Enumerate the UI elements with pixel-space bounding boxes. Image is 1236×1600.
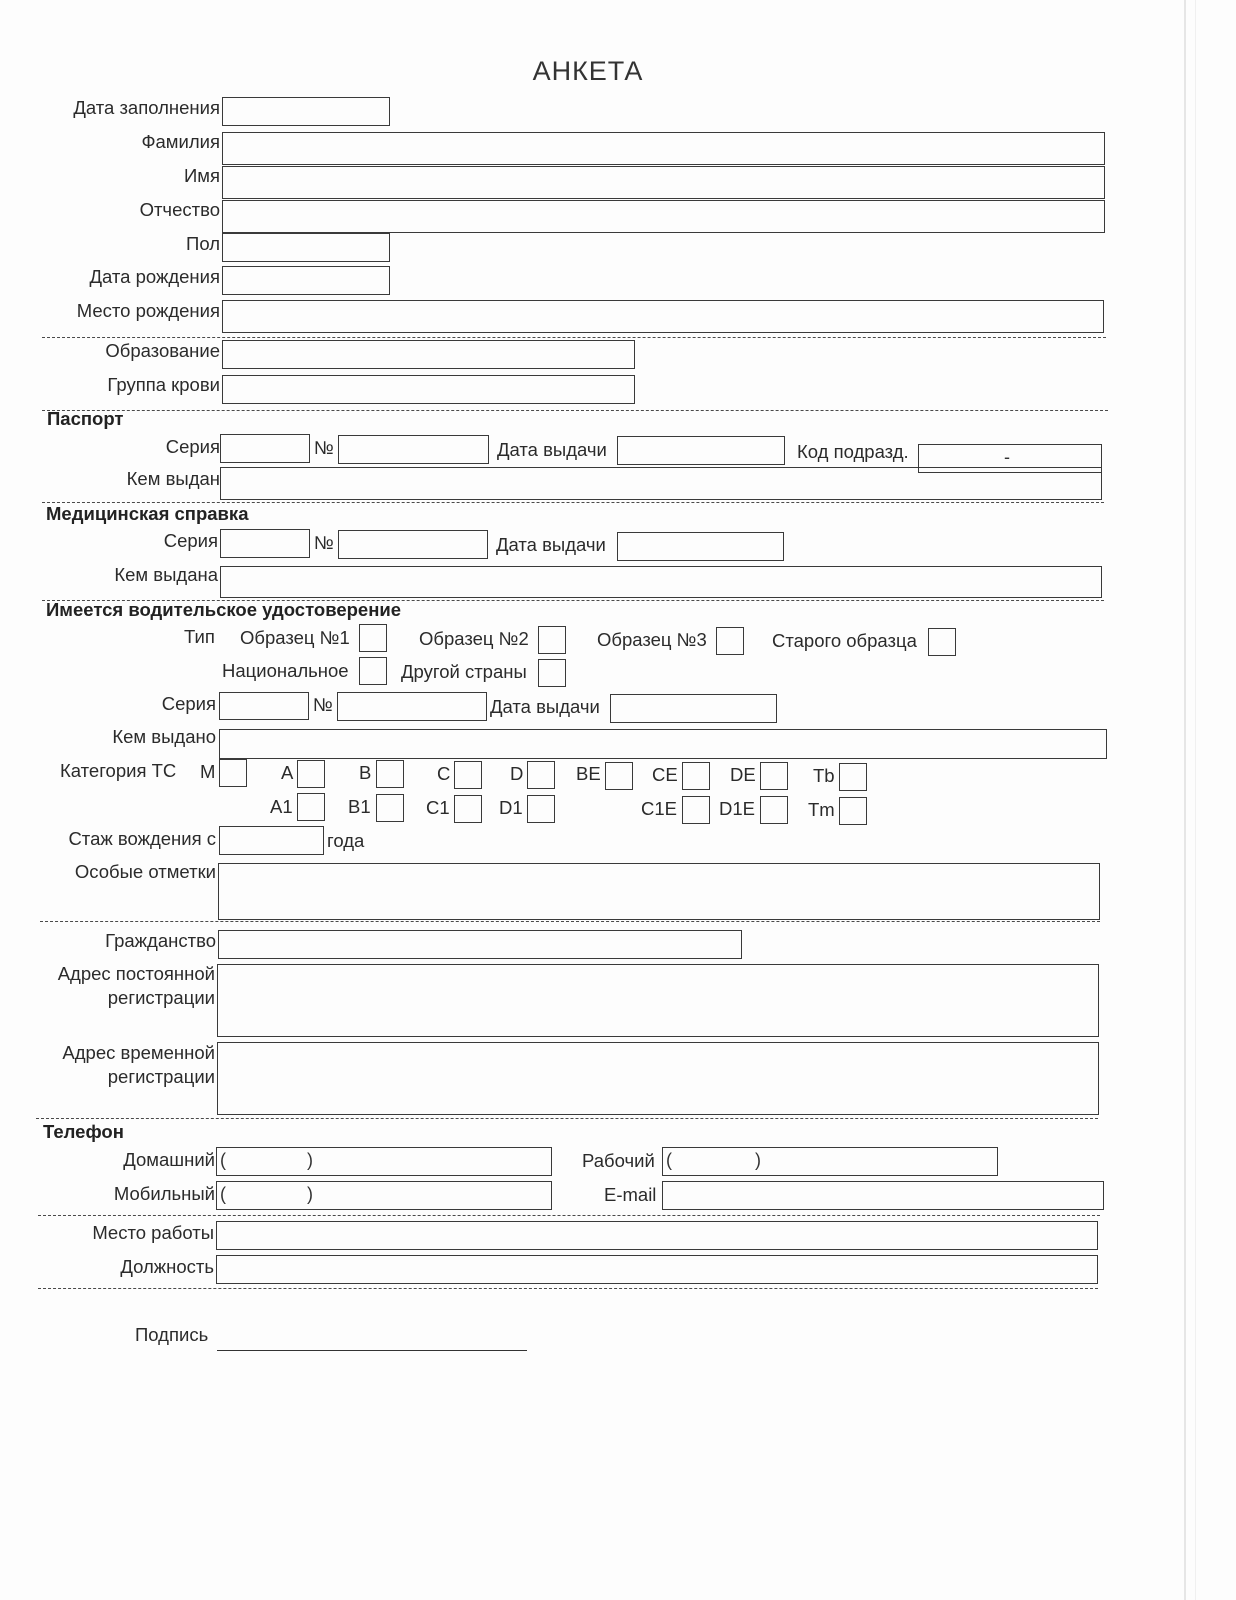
checkbox-cat-c1[interactable] — [454, 795, 482, 823]
label-cat-tm: Tm — [808, 799, 835, 820]
label-permanent-address-2: регистрации — [107, 987, 215, 1008]
label-temporary-address-1: Адрес временной — [62, 1042, 215, 1063]
label-passport-issued-by: Кем выдан — [126, 468, 220, 489]
checkbox-type-national[interactable] — [359, 657, 387, 685]
divider — [42, 337, 1106, 338]
work-phone-paren-close: ) — [755, 1150, 761, 1170]
special-marks-field[interactable] — [218, 863, 1100, 920]
label-blood-group: Группа крови — [107, 374, 220, 395]
label-birth-date: Дата рождения — [89, 266, 220, 287]
divider — [38, 1288, 1098, 1289]
license-number-field[interactable] — [337, 692, 487, 721]
passport-series-field[interactable] — [220, 434, 310, 463]
label-permanent-address-1: Адрес постоянной — [57, 963, 215, 984]
label-license-issue-date: Дата выдачи — [490, 696, 600, 717]
label-birth-place: Место рождения — [76, 300, 220, 321]
home-phone-paren-open: ( — [220, 1150, 226, 1170]
checkbox-type-sample-1[interactable] — [359, 624, 387, 652]
label-signature: Подпись — [135, 1324, 209, 1345]
license-issue-date-field[interactable] — [610, 694, 777, 723]
label-type-national: Национальное — [222, 660, 349, 681]
label-cat-d: D — [510, 763, 524, 784]
experience-field[interactable] — [219, 826, 324, 855]
page-edge-shadow — [1195, 0, 1196, 1600]
label-cat-de: DE — [730, 764, 756, 785]
temporary-address-field[interactable] — [217, 1042, 1099, 1115]
label-type-sample-2: Образец №2 — [419, 628, 529, 649]
label-sex: Пол — [186, 233, 220, 254]
label-medical-issued-by: Кем выдана — [114, 564, 218, 585]
label-passport-series: Серия — [165, 436, 220, 457]
passport-issued-by-field[interactable] — [220, 467, 1102, 500]
label-cat-d1e: D1E — [719, 798, 755, 819]
divider — [42, 410, 1108, 411]
label-mobile-phone: Мобильный — [113, 1183, 215, 1204]
divider — [36, 1118, 1098, 1119]
home-phone-field[interactable] — [216, 1147, 552, 1176]
blood-group-field[interactable] — [222, 375, 635, 404]
email-field[interactable] — [662, 1181, 1104, 1210]
passport-header: Паспорт — [47, 408, 124, 429]
label-citizenship: Гражданство — [105, 930, 216, 951]
label-experience: Стаж вождения с — [68, 828, 216, 849]
label-home-phone: Домашний — [123, 1149, 215, 1170]
position-field[interactable] — [216, 1255, 1098, 1284]
label-cat-tb: Tb — [813, 765, 835, 786]
label-work-phone: Рабочий — [582, 1150, 655, 1171]
label-special-marks: Особые отметки — [74, 861, 216, 882]
work-phone-paren-open: ( — [666, 1150, 672, 1170]
label-cat-c1e: C1E — [641, 798, 677, 819]
label-cat-m: M — [200, 761, 216, 782]
license-series-field[interactable] — [219, 692, 309, 720]
label-patronymic: Отчество — [139, 199, 220, 220]
checkbox-cat-a1[interactable] — [297, 793, 325, 821]
checkbox-cat-d1e[interactable] — [760, 796, 788, 824]
medical-header: Медицинская справка — [46, 503, 249, 524]
mobile-phone-field[interactable] — [216, 1181, 552, 1210]
label-type-sample-3: Образец №3 — [597, 629, 707, 650]
form-title: АНКЕТА — [532, 56, 644, 86]
division-code-dash: - — [1004, 447, 1010, 467]
label-license-number: № — [313, 694, 333, 715]
label-type-sample-1: Образец №1 — [240, 627, 350, 648]
citizenship-field[interactable] — [218, 930, 742, 959]
label-cat-b1: B1 — [348, 796, 371, 817]
surname-field[interactable] — [222, 132, 1105, 165]
label-medical-issue-date: Дата выдачи — [496, 534, 606, 555]
checkbox-cat-m[interactable] — [219, 759, 247, 787]
permanent-address-field[interactable] — [217, 964, 1099, 1037]
passport-issue-date-field[interactable] — [617, 436, 785, 465]
birth-date-field[interactable] — [222, 266, 390, 295]
sex-field[interactable] — [222, 233, 390, 262]
label-division-code: Код подразд. — [797, 441, 909, 462]
label-category: Категория ТС — [60, 760, 177, 781]
checkbox-cat-de[interactable] — [760, 762, 788, 790]
checkbox-cat-c1e[interactable] — [682, 796, 710, 824]
label-type-old: Старого образца — [772, 630, 917, 651]
label-surname: Фамилия — [141, 131, 220, 152]
label-license-series: Серия — [161, 693, 216, 714]
checkbox-type-sample-3[interactable] — [716, 627, 744, 655]
label-temporary-address-2: регистрации — [107, 1066, 215, 1087]
label-type-foreign: Другой страны — [401, 661, 527, 682]
label-license-issued-by: Кем выдано — [112, 726, 216, 747]
divider — [40, 921, 1100, 922]
label-email: E-mail — [604, 1184, 657, 1205]
checkbox-cat-be[interactable] — [605, 762, 633, 790]
checkbox-cat-d1[interactable] — [527, 795, 555, 823]
label-education: Образование — [105, 340, 220, 361]
page-edge — [1184, 0, 1186, 1600]
label-medical-number: № — [314, 532, 334, 553]
checkbox-cat-ce[interactable] — [682, 762, 710, 790]
label-passport-issue-date: Дата выдачи — [497, 439, 607, 460]
mobile-phone-paren-close: ) — [307, 1184, 313, 1204]
work-phone-field[interactable] — [662, 1147, 998, 1176]
checkbox-cat-c[interactable] — [454, 761, 482, 789]
checkbox-cat-tm[interactable] — [839, 797, 867, 825]
label-medical-series: Серия — [163, 530, 218, 551]
birth-place-field[interactable] — [222, 300, 1104, 333]
label-cat-b: B — [359, 762, 372, 783]
checkbox-cat-tb[interactable] — [839, 763, 867, 791]
phone-header: Телефон — [43, 1121, 124, 1142]
checkbox-type-old[interactable] — [928, 628, 956, 656]
checkbox-type-sample-2[interactable] — [538, 626, 566, 654]
divider — [38, 1215, 1100, 1216]
mobile-phone-paren-open: ( — [220, 1184, 226, 1204]
label-cat-be: BE — [576, 763, 601, 784]
fill-date-field[interactable] — [222, 97, 390, 126]
license-issued-by-field[interactable] — [219, 729, 1107, 759]
signature-line[interactable] — [217, 1350, 527, 1351]
home-phone-paren-close: ) — [307, 1150, 313, 1170]
label-passport-number: № — [314, 437, 334, 458]
medical-number-field[interactable] — [338, 530, 488, 559]
medical-issued-by-field[interactable] — [220, 566, 1102, 598]
label-cat-d1: D1 — [499, 797, 523, 818]
medical-series-field[interactable] — [220, 529, 310, 558]
label-position: Должность — [120, 1256, 214, 1277]
checkbox-cat-a[interactable] — [297, 760, 325, 788]
patronymic-field[interactable] — [222, 200, 1105, 233]
label-license-type: Тип — [184, 626, 215, 647]
label-cat-c1: C1 — [426, 797, 450, 818]
label-cat-a1: A1 — [270, 796, 293, 817]
checkbox-cat-b1[interactable] — [376, 794, 404, 822]
label-workplace: Место работы — [92, 1222, 214, 1243]
workplace-field[interactable] — [216, 1221, 1098, 1250]
label-cat-a: A — [281, 762, 294, 783]
license-header: Имеется водительское удостоверение — [46, 599, 402, 620]
label-experience-suffix: года — [327, 830, 365, 851]
education-field[interactable] — [222, 340, 635, 369]
name-field[interactable] — [222, 166, 1105, 199]
label-cat-c: C — [437, 763, 451, 784]
checkbox-type-foreign[interactable] — [538, 659, 566, 687]
checkbox-cat-d[interactable] — [527, 761, 555, 789]
checkbox-cat-b[interactable] — [376, 760, 404, 788]
label-fill-date: Дата заполнения — [73, 97, 220, 118]
label-name: Имя — [183, 165, 220, 186]
medical-issue-date-field[interactable] — [617, 532, 784, 561]
passport-number-field[interactable] — [338, 435, 489, 464]
label-cat-ce: CE — [652, 764, 678, 785]
